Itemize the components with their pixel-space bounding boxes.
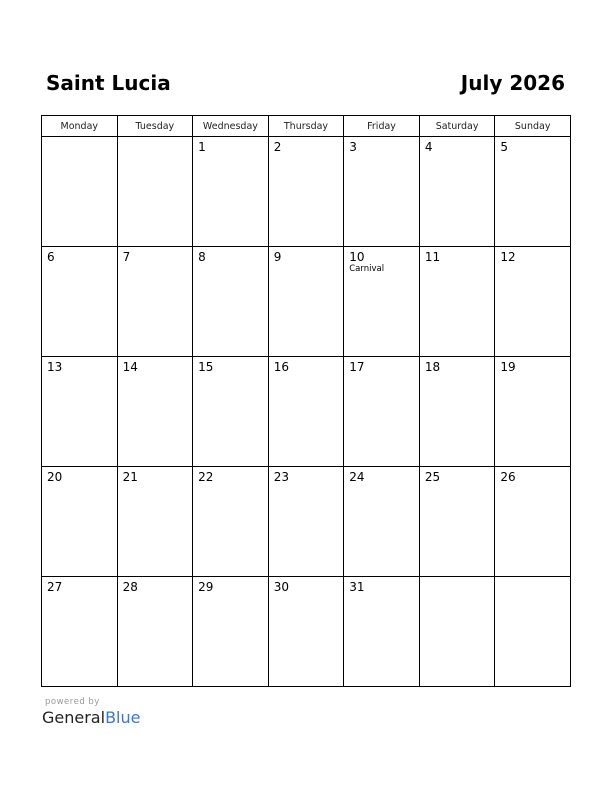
day-cell [117, 247, 193, 357]
day-cell [495, 357, 571, 467]
day-cell [495, 247, 571, 357]
day-cell [419, 577, 495, 687]
day-number: 18 [424, 360, 441, 374]
day-cell [268, 137, 344, 247]
day-cell [419, 357, 495, 467]
day-cell [193, 247, 269, 357]
day-cell [344, 357, 420, 467]
day-cell [419, 137, 495, 247]
day-number [118, 137, 193, 140]
weekday-header: Tuesday [117, 116, 193, 137]
day-cell [193, 357, 269, 467]
day-number: 22 [198, 470, 214, 484]
day-number: 15 [198, 360, 214, 374]
weekday-header: Saturday [419, 116, 495, 137]
day-cell [42, 357, 118, 467]
day-cell [268, 577, 344, 687]
day-number: 20 [47, 470, 63, 484]
day-cell [419, 467, 495, 577]
day-cell [344, 137, 420, 247]
day-cell [117, 577, 193, 687]
day-cell [419, 247, 495, 357]
day-cell [117, 357, 193, 467]
day-number: 12 [500, 250, 516, 264]
day-cell [495, 577, 571, 687]
day-number: 23 [273, 470, 289, 484]
day-number: 26 [500, 470, 516, 484]
day-number: 5 [500, 140, 509, 154]
month-year-title: July 2026 [460, 71, 565, 95]
weekday-header: Friday [344, 116, 420, 137]
powered-by-text: powered by [45, 697, 100, 707]
day-cell [42, 247, 118, 357]
weekday-header: Monday [42, 116, 118, 137]
day-number [420, 577, 495, 580]
day-number: 17 [349, 360, 365, 374]
day-number: 29 [198, 580, 214, 594]
day-cell [117, 467, 193, 577]
day-cell [117, 137, 193, 247]
day-number: 4 [424, 140, 433, 154]
day-number: 30 [273, 580, 289, 594]
day-cell [268, 357, 344, 467]
day-number: 9 [273, 250, 282, 264]
country-title: Saint Lucia [46, 71, 171, 95]
day-cell [344, 467, 420, 577]
week-row [42, 577, 571, 687]
day-number: 27 [47, 580, 63, 594]
day-number: 14 [122, 360, 138, 374]
day-number [495, 577, 570, 580]
week-row [42, 467, 571, 577]
week-row [42, 137, 571, 247]
day-cell [42, 137, 118, 247]
brand-logo[interactable] [42, 708, 140, 728]
day-cell [193, 137, 269, 247]
day-number: 25 [424, 470, 441, 484]
day-number: 10 [349, 250, 365, 264]
day-cell [42, 467, 118, 577]
day-number: 31 [349, 580, 365, 594]
day-cell [344, 577, 420, 687]
day-number: 21 [122, 470, 138, 484]
day-number: 6 [47, 250, 55, 264]
brand-blue-text: Blue [105, 708, 141, 727]
weekday-header: Wednesday [193, 116, 269, 137]
day-number: 13 [47, 360, 63, 374]
day-number: 19 [500, 360, 516, 374]
day-number: 7 [122, 250, 131, 264]
week-row [42, 247, 571, 357]
day-number: 2 [273, 140, 282, 154]
day-number: 8 [198, 250, 206, 264]
day-number: 16 [273, 360, 289, 374]
day-cell [193, 577, 269, 687]
day-cell [42, 577, 118, 687]
calendar-grid [41, 115, 571, 687]
weekday-header: Thursday [268, 116, 344, 137]
day-number: 28 [122, 580, 138, 594]
day-cell [268, 467, 344, 577]
day-cell [495, 137, 571, 247]
day-cell [193, 467, 269, 577]
day-number: 24 [349, 470, 365, 484]
day-number [42, 137, 117, 140]
brand-general-text: General [42, 708, 106, 727]
holiday-label: Carnival [349, 264, 385, 274]
day-cell [344, 247, 420, 357]
day-number: 3 [349, 140, 357, 154]
day-number: 1 [198, 140, 206, 154]
weekday-header: Sunday [495, 116, 571, 137]
weekday-header-row [42, 116, 571, 137]
day-number: 11 [424, 250, 441, 264]
week-row [42, 357, 571, 467]
day-cell [268, 247, 344, 357]
day-cell [495, 467, 571, 577]
